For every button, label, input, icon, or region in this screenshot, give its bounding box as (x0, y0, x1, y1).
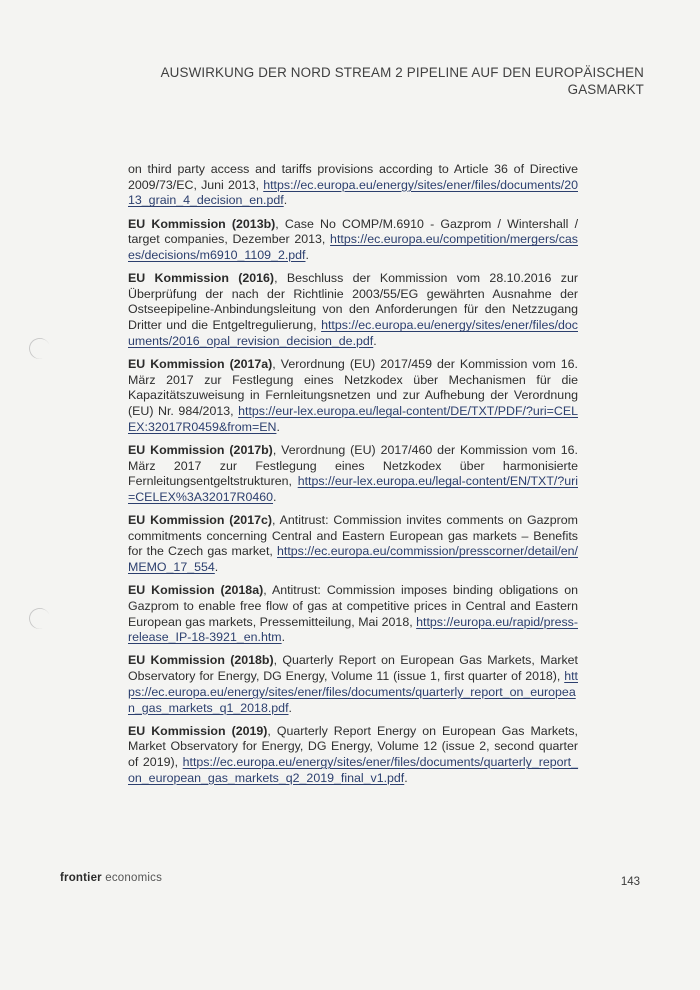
punch-hole-mark (26, 335, 53, 362)
reference-suffix: . (404, 770, 408, 785)
reference-author: EU Kommission (2018b) (128, 653, 274, 668)
reference-author: EU Kommission (2019) (128, 723, 268, 738)
reference-link[interactable]: https://ec.europa.eu/energy/sites/ener/files/documents/quarterly_report_on_european_gas_markets_q2_2019_final_v1.pdf (128, 755, 578, 785)
reference-text: , Antitrust: Commission invites comments on Gazprom commitments concerning Central and Eastern European gas markets – Benefits for the Czech gas market, (128, 513, 582, 559)
reference-suffix: . (305, 247, 309, 262)
reference-suffix: . (214, 560, 219, 575)
footer-brand-logo (60, 872, 162, 884)
bibliography-list (128, 162, 582, 794)
reference-entry (128, 271, 582, 350)
reference-link[interactable]: https://europa.eu/rapid/press-release_IP-18-3921_en.htm (128, 614, 578, 645)
brand-name: frontier (60, 872, 102, 884)
running-header: AUSWIRKUNG DER NORD STREAM 2 PIPELINE AUF DEN EUROPÄISCHEN GASMARKT (160, 65, 644, 97)
reference-entry (128, 442, 582, 506)
punch-hole-mark (26, 605, 53, 632)
reference-author: EU Kommission (2016) (128, 271, 275, 285)
brand-suffix: economics (105, 872, 163, 884)
reference-link[interactable]: https://eur-lex.europa.eu/legal-content/EN/TXT/?uri=CELEX%3A32017R0460 (128, 474, 578, 504)
reference-suffix: . (288, 700, 292, 715)
reference-suffix: . (276, 419, 280, 434)
reference-suffix: . (283, 193, 288, 208)
page-number: 143 (620, 876, 640, 888)
reference-entry (128, 356, 582, 436)
reference-link[interactable]: https://ec.europa.eu/commission/presscorner/detail/en/MEMO_17_554 (128, 544, 578, 575)
reference-author: EU Kommission (2017b) (128, 442, 273, 457)
reference-suffix: . (273, 489, 277, 504)
reference-entry (128, 653, 582, 716)
reference-text: , Quarterly Report Energy on European Gas Markets, Market Observatory for Energy, DG Energy, Volume 12 (issue 2, second quarter of 2019), (128, 723, 582, 770)
reference-author: EU Kommission (2017a) (128, 356, 273, 371)
reference-entry (128, 723, 582, 787)
reference-text: , Quarterly Report on European Gas Markets, Market Observatory for Energy, DG Energy, Volume 11 (issue 1, first quarter of 2018), (128, 653, 582, 684)
reference-text: , Verordnung (EU) 2017/459 der Kommission vom 16. März 2017 zur Festlegung eines Netzkodex über Mechanismen für die Kapazitätszuweisung in Fernleitungsnetzen und zur Aufhebung der Verordnung (EU) Nr. 984/2013, (128, 356, 582, 419)
reference-entry (128, 583, 582, 646)
reference-entry (128, 162, 582, 209)
reference-author: EU Komission (2018a) (128, 583, 264, 598)
reference-text: , Case No COMP/M.6910 - Gazprom / Wintershall / target companies, Dezember 2013, (128, 216, 582, 247)
reference-link[interactable]: https://ec.europa.eu/competition/mergers/cases/decisions/m6910_1109_2.pdf (128, 232, 578, 262)
reference-text: , Verordnung (EU) 2017/460 der Kommission vom 16. März 2017 zur Festlegung eines Netzkodex über harmonisierte Fernleitungsentgeltstrukturen, (128, 442, 582, 489)
reference-link[interactable]: https://eur-lex.europa.eu/legal-content/DE/TXT/PDF/?uri=CELEX:32017R0459&from=EN (128, 404, 578, 434)
reference-suffix: . (373, 333, 377, 348)
reference-author: EU Kommission (2017c) (128, 513, 272, 528)
reference-text: on third party access and tariffs provisions according to Article 36 of Directive 2009/73/EC, Juni 2013, (128, 162, 582, 192)
reference-text: , Beschluss der Kommission vom 28.10.2016 zur Überprüfung der nach der Richtlinie 2003/55/EG gewährten Ausnahme der Ostseepipeline-Anbindungsleitung von den Anforderungen für den Netzzugang Dritter und die Entgeltregulierung, (128, 271, 582, 333)
reference-link[interactable]: https://ec.europa.eu/energy/sites/ener/files/documents/2016_opal_revision_decision_de.pdf (128, 318, 578, 348)
reference-author: EU Kommission (2013b) (128, 216, 276, 231)
reference-text: , Antitrust: Commission imposes binding obligations on Gazprom to enable free flow of gas at competitive prices in Central and Eastern European gas markets, Pressemitteilung, Mai 2018, (128, 583, 582, 629)
reference-entry (128, 513, 582, 576)
reference-link[interactable]: https://ec.europa.eu/energy/sites/ener/files/documents/2013_grain_4_decision_en.pdf (128, 177, 578, 208)
reference-entry (128, 216, 582, 264)
reference-link[interactable]: https://ec.europa.eu/energy/sites/ener/files/documents/quarterly_report_on_european_gas_markets_q1_2018.pdf (128, 669, 578, 715)
reference-suffix: . (281, 630, 286, 645)
